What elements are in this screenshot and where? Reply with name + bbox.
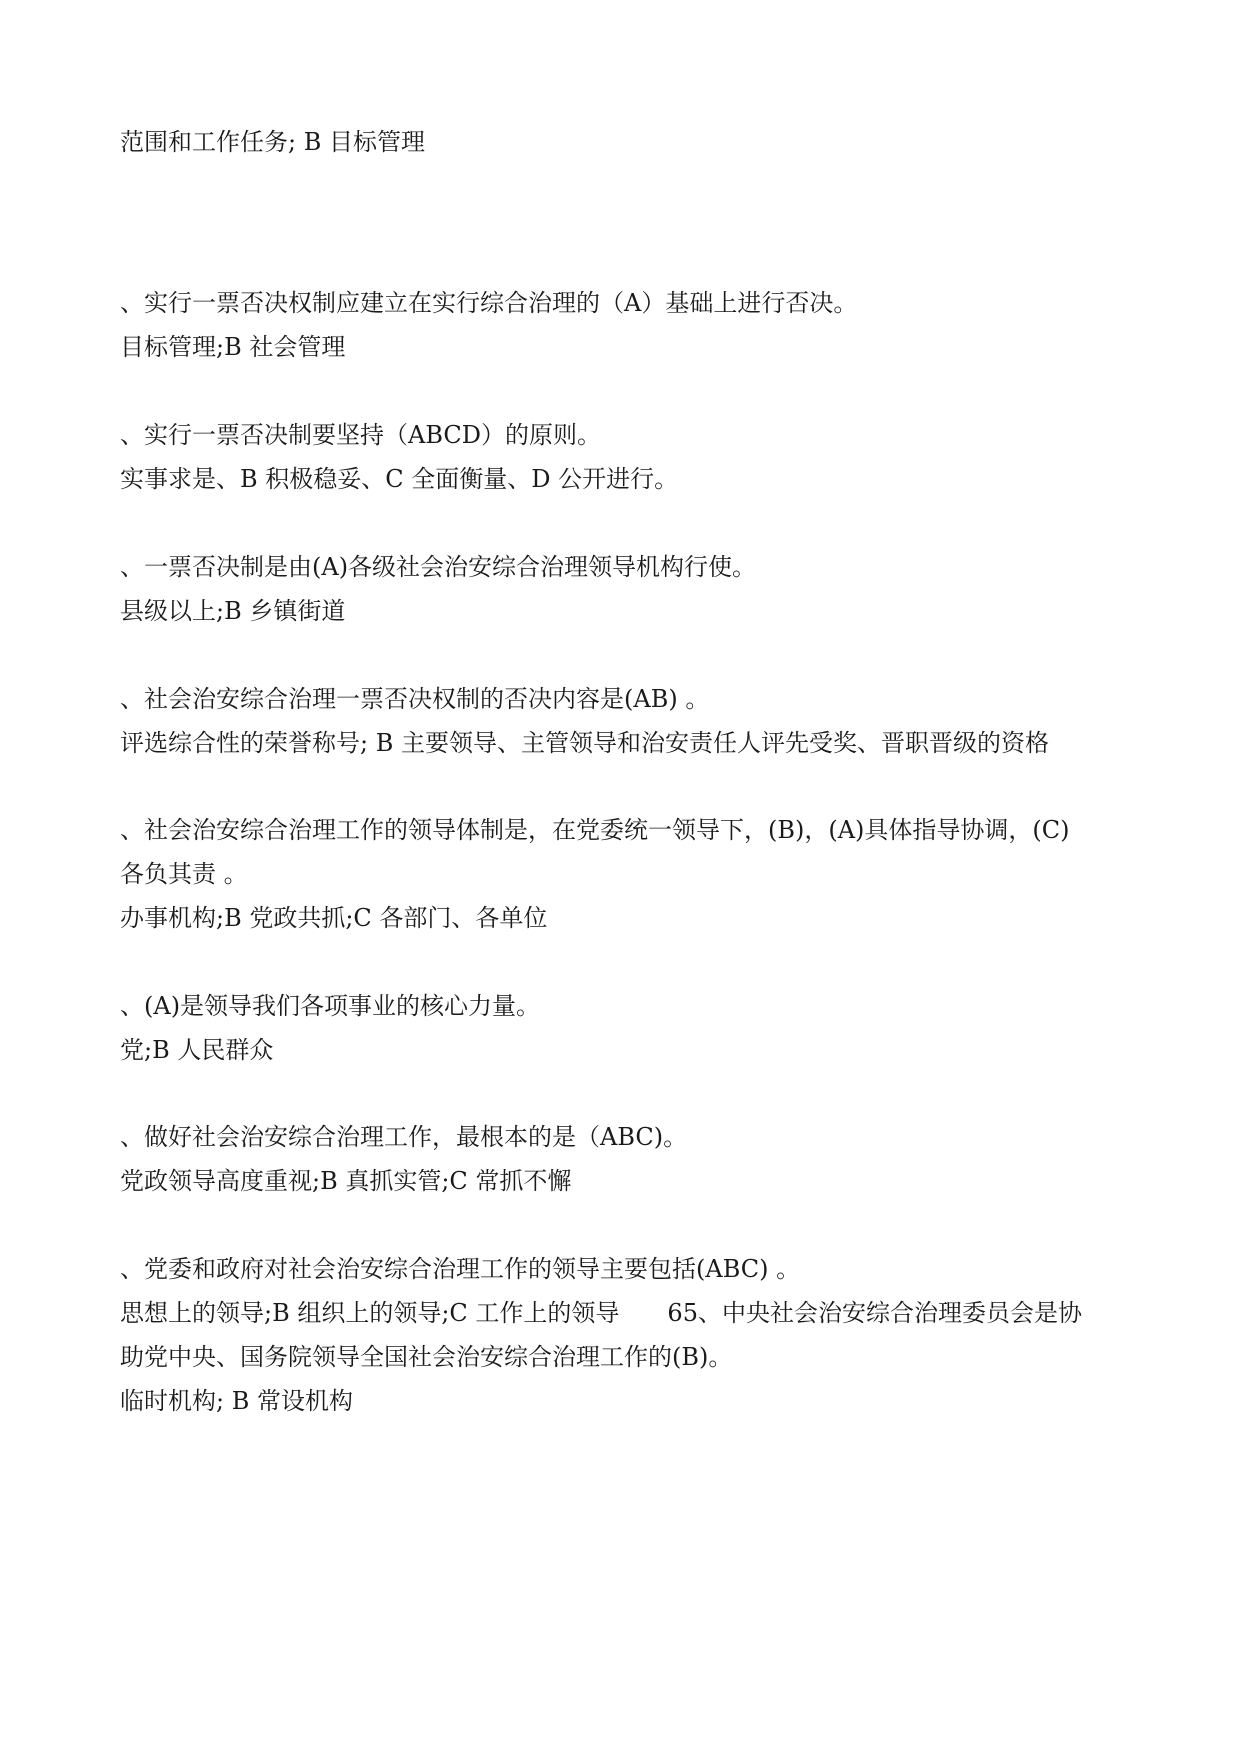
answer-line-2: 实事求是、B 积极稳妥、C 全面衡量、D 公开进行。 bbox=[120, 465, 679, 493]
question-line-6: 、(A)是领导我们各项事业的核心力量。 bbox=[120, 992, 541, 1020]
question-line-9: 助党中央、国务院领导全国社会治安综合治理工作的(B)。 bbox=[120, 1343, 733, 1371]
answer-line-5: 办事机构;B 党政共抓;C 各部门、各单位 bbox=[120, 904, 548, 932]
answer-line-7: 党政领导高度重视;B 真抓实管;C 常抓不懈 bbox=[120, 1167, 572, 1195]
question-line-4: 、社会治安综合治理一票否决权制的否决内容是(AB) 。 bbox=[120, 685, 710, 713]
answer-line-1: 目标管理;B 社会管理 bbox=[120, 333, 346, 361]
question-line-2: 、实行一票否决制要坚持（ABCD）的原则。 bbox=[120, 421, 602, 449]
answer-line-8: 思想上的领导;B 组织上的领导;C 工作上的领导 65、中央社会治安综合治理委员会是协 bbox=[120, 1299, 1082, 1327]
text-line-1: 范围和工作任务; B 目标管理 bbox=[120, 128, 425, 156]
answer-line-3: 县级以上;B 乡镇街道 bbox=[120, 597, 346, 625]
question-line-5: 、社会治安综合治理工作的领导体制是，在党委统一领导下，(B)，(A)具体指导协调，(C) bbox=[120, 816, 1070, 844]
answer-line-4: 评选综合性的荣誉称号; B 主要领导、主管领导和治安责任人评先受奖、晋职晋级的资格 bbox=[120, 729, 1049, 757]
question-line-5-cont: 各负其责 。 bbox=[120, 860, 248, 888]
question-line-3: 、一票否决制是由(A)各级社会治安综合治理领导机构行使。 bbox=[120, 553, 757, 581]
answer-line-9: 临时机构; B 常设机构 bbox=[120, 1387, 353, 1415]
question-line-1: 、实行一票否决权制应建立在实行综合治理的（A）基础上进行否决。 bbox=[120, 289, 858, 317]
question-line-8: 、党委和政府对社会治安综合治理工作的领导主要包括(ABC) 。 bbox=[120, 1255, 801, 1283]
question-line-7: 、做好社会治安综合治理工作，最根本的是（ABC)。 bbox=[120, 1123, 688, 1151]
answer-line-6: 党;B 人民群众 bbox=[120, 1036, 274, 1064]
